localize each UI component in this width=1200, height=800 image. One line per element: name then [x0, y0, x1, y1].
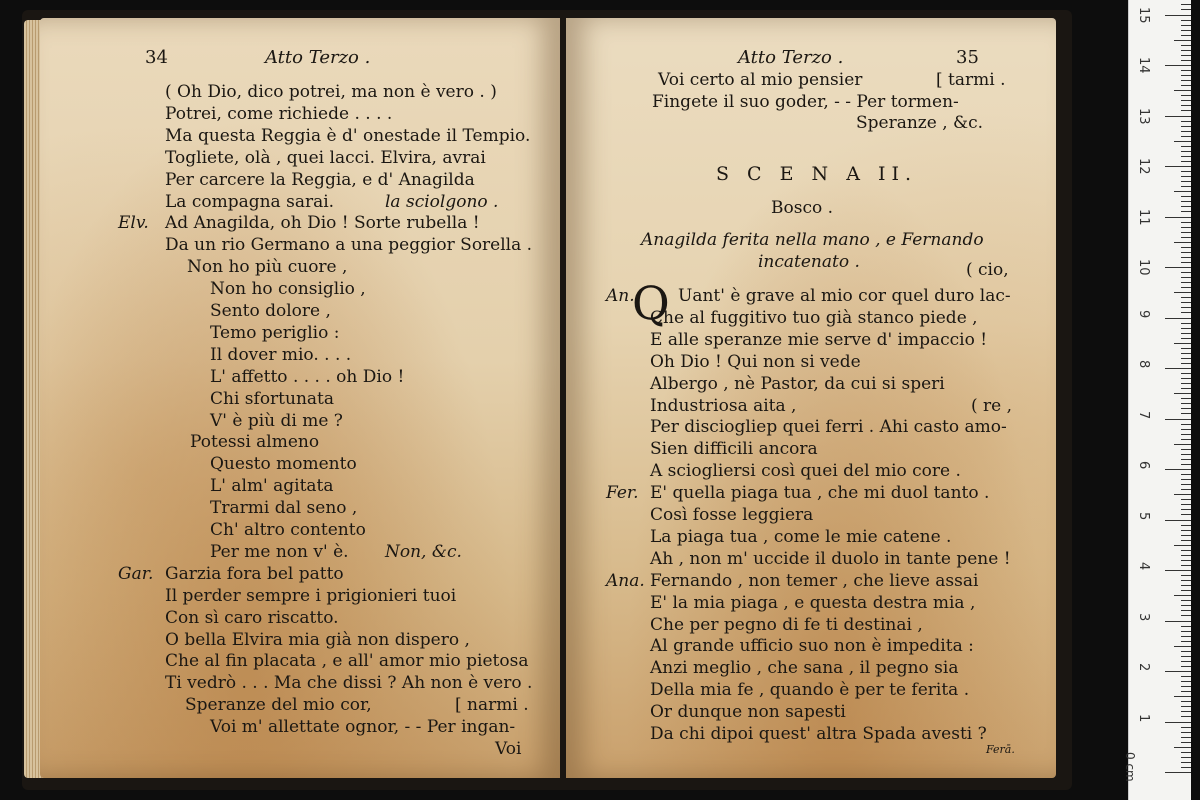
verse-line: Per disciogliер quei ferri . Ahi casto amo-: [650, 417, 1007, 438]
ruler-tick: [1181, 686, 1191, 687]
ruler-tick: [1165, 368, 1191, 369]
ruler-tick: [1181, 600, 1191, 601]
stage-direction: Non, &c.: [385, 541, 462, 562]
ruler-tick: [1174, 494, 1191, 495]
ruler-tick: [1181, 767, 1191, 768]
verse-line: L' affetto . . . . oh Dio !: [210, 366, 405, 387]
ruler-tick: [1181, 439, 1191, 440]
ruler-tick: [1181, 737, 1191, 738]
ruler-tick: [1181, 530, 1191, 531]
verse-line: Garzia fora bel patto: [165, 563, 344, 584]
ruler-tick: [1181, 459, 1191, 460]
ruler-tick: [1165, 722, 1191, 723]
verse-line: Anzi meglio , che sana , il pegno sia: [650, 658, 959, 679]
ruler-tick: [1181, 691, 1191, 692]
ruler-tick: [1181, 196, 1191, 197]
ruler-tick: [1181, 20, 1191, 21]
verse-line: Voi: [495, 739, 522, 759]
verse-line: Ad Anagilda, oh Dio ! Sorte rubella !: [165, 213, 480, 234]
ruler-tick: [1181, 181, 1191, 182]
ruler-tick: [1181, 413, 1191, 414]
ruler-tick: [1181, 732, 1191, 733]
ruler-tick: [1181, 206, 1191, 207]
ruler-number: 8: [1136, 360, 1151, 369]
ruler-tick: [1181, 424, 1191, 425]
ruler-tick: [1181, 636, 1191, 637]
ruler-tick: [1181, 353, 1191, 354]
ruler-tick: [1181, 762, 1191, 763]
ruler-tick: [1181, 30, 1191, 31]
speaker-label: Ana.: [606, 570, 645, 591]
ruler-tick: [1181, 338, 1191, 339]
ruler-tick: [1181, 121, 1191, 122]
ruler-tick: [1181, 575, 1191, 576]
verse-line: Al grande ufficio suo non è impedita :: [650, 636, 974, 657]
ruler-tick: [1181, 287, 1191, 288]
verse-line: Per carcere la Reggia, e d' Anagilda: [165, 169, 475, 190]
verse-line: Oh Dio ! Qui non si vede: [650, 351, 861, 372]
verse-line: Sien difficili ancora: [650, 439, 818, 460]
verse-line: O bella Elvira mia già non dispero ,: [165, 629, 470, 650]
ruler-tick: [1165, 671, 1191, 672]
ruler-tick: [1181, 105, 1191, 106]
ruler-tick: [1181, 272, 1191, 273]
verse-line: Per me non v' è.: [210, 541, 349, 562]
verse-line: Or dunque non sapesti: [650, 702, 846, 723]
ruler-tick: [1181, 742, 1191, 743]
ruler-tick: [1181, 257, 1191, 258]
verse-line: Da chi dipoi quest' altra Spada avesti ?: [650, 724, 987, 744]
drop-cap: Q: [632, 276, 670, 330]
ruler-tick: [1174, 141, 1191, 142]
verse-line: Chi sfortunata: [210, 388, 335, 409]
ruler-tick: [1174, 90, 1191, 91]
ruler-tick: [1181, 752, 1191, 753]
verse-line: Che al fuggitivo tuo già stanco piede ,: [650, 307, 978, 328]
ruler-number: 14: [1136, 57, 1151, 74]
speaker-label: Fer.: [606, 483, 639, 504]
ruler-tick: [1181, 75, 1191, 76]
ruler-tick: [1174, 191, 1191, 192]
ruler-tick: [1181, 706, 1191, 707]
verse-line: Fernando , non temer , che lieve assai: [650, 570, 979, 591]
ruler-tick: [1181, 590, 1191, 591]
verse-line: Non ho consiglio ,: [210, 279, 366, 300]
ruler-tick: [1181, 716, 1191, 717]
verse-line: Fingete il suo goder, - - Per tormen-: [652, 91, 959, 112]
verse-line: Voi certo al mio pensier: [658, 70, 863, 90]
ruler-tick: [1165, 65, 1191, 66]
ruler-tick: [1181, 449, 1191, 450]
ruler-tick: [1181, 247, 1191, 248]
ruler-tick: [1181, 676, 1191, 677]
ruler-tick: [1181, 126, 1191, 127]
ruler-number: 10: [1136, 259, 1151, 276]
verse-line: Che per pegno di fe ti destinai ,: [650, 614, 923, 635]
verse-line: Ah , non m' uccide il duolo in tante pene !: [650, 548, 1011, 569]
ruler-tick: [1181, 666, 1191, 667]
verse-line: Questo momento: [210, 454, 357, 475]
verse-line: Così fosse leggiera: [650, 505, 814, 525]
ruler-tick: [1181, 661, 1191, 662]
ruler-tick: [1181, 60, 1191, 61]
ruler-tick: [1181, 211, 1191, 212]
ruler-tick: [1181, 358, 1191, 359]
right-page-number: 35: [956, 47, 979, 68]
ruler-tick: [1181, 45, 1191, 46]
ruler-tick: [1165, 772, 1191, 773]
verse-line: Voi m' allettate ognor, - - Per ingan-: [210, 717, 516, 738]
ruler-tick: [1174, 646, 1191, 647]
ruler-tick: [1181, 514, 1191, 515]
verse-line: Ch' altro contento: [210, 520, 366, 540]
ruler-tick: [1181, 631, 1191, 632]
ruler-tick: [1165, 570, 1191, 571]
ruler-tick: [1181, 509, 1191, 510]
ruler-tick: [1165, 469, 1191, 470]
ruler-tick: [1181, 474, 1191, 475]
ruler-tick: [1181, 50, 1191, 51]
ruler-number: 3: [1136, 612, 1151, 621]
verse-line: A sciogliersi così quei del mio core .: [650, 461, 961, 482]
ruler-number: 4: [1136, 562, 1151, 571]
ruler-tick: [1181, 408, 1191, 409]
verse-line: Trarmi dal seno ,: [210, 498, 358, 519]
ruler-tick: [1181, 429, 1191, 430]
ruler-tick: [1181, 373, 1191, 374]
ruler-tick: [1181, 727, 1191, 728]
ruler-tick: [1181, 701, 1191, 702]
ruler-tick: [1181, 201, 1191, 202]
ruler-number: 12: [1136, 158, 1151, 175]
ruler-tick: [1174, 292, 1191, 293]
ruler-tick: [1181, 110, 1191, 111]
ruler-tick: [1181, 711, 1191, 712]
ruler-number: 9: [1136, 309, 1151, 318]
ruler-tick: [1181, 681, 1191, 682]
ruler-tick: [1181, 479, 1191, 480]
stage-direction: [ tarmi .: [936, 70, 1006, 90]
ruler-tick: [1181, 328, 1191, 329]
ruler-tick: [1181, 333, 1191, 334]
verse-line: Della mia fe , quando è per te ferita .: [650, 680, 970, 701]
speaker-label: Elv.: [118, 213, 149, 234]
verse-line: Ti vedrò . . . Ma che dissi ? Ah non è vero .: [165, 673, 533, 694]
ruler-tick: [1181, 504, 1191, 505]
verse-line: La piaga tua , come le mie catene .: [650, 526, 952, 547]
verse-line: Ma questa Reggia è d' onestade il Tempio.: [165, 125, 531, 146]
ruler-tick: [1181, 348, 1191, 349]
measuring-ruler: [1123, 0, 1191, 800]
ruler-tick: [1181, 434, 1191, 435]
ruler-tick: [1181, 237, 1191, 238]
stage-direction: ( re ,: [971, 395, 1013, 416]
ruler-tick: [1165, 15, 1191, 16]
ruler-tick: [1181, 232, 1191, 233]
turnover-fragment: ( cio,: [966, 260, 1009, 280]
ruler-tick: [1181, 383, 1191, 384]
ruler-tick: [1181, 489, 1191, 490]
ruler-tick: [1181, 156, 1191, 157]
ruler-tick: [1181, 136, 1191, 137]
verse-line: Sento dolore ,: [210, 301, 331, 321]
verse-line: Da un rio Germano a una peggior Sorella .: [165, 235, 533, 256]
ruler-tick: [1181, 222, 1191, 223]
verse-line: Potessi almeno: [190, 432, 320, 453]
ruler-number: 5: [1136, 511, 1151, 520]
left-page: [40, 18, 560, 778]
ruler-tick: [1181, 25, 1191, 26]
stage-direction: [ narmi .: [455, 695, 529, 716]
ruler-tick: [1181, 4, 1191, 5]
ruler-tick: [1181, 312, 1191, 313]
ruler-tick: [1174, 40, 1191, 41]
ruler-tick: [1174, 595, 1191, 596]
ruler-tick: [1181, 378, 1191, 379]
ruler-tick: [1181, 176, 1191, 177]
ruler-tick: [1181, 161, 1191, 162]
ruler-tick: [1181, 95, 1191, 96]
ruler-tick: [1174, 444, 1191, 445]
ruler-tick: [1181, 585, 1191, 586]
ruler-tick: [1181, 262, 1191, 263]
ruler-tick: [1181, 464, 1191, 465]
ruler-tick: [1181, 555, 1191, 556]
ruler-tick: [1181, 363, 1191, 364]
ruler-tick: [1181, 100, 1191, 101]
ruler-tick: [1181, 605, 1191, 606]
ruler-tick: [1181, 525, 1191, 526]
ruler-tick: [1165, 267, 1191, 268]
speaker-label: Gar.: [118, 563, 154, 584]
ruler-number: 15: [1136, 6, 1151, 24]
verse-line: Industriosa aita ,: [650, 395, 797, 416]
ruler-tick: [1181, 80, 1191, 81]
ruler-unit-label: 0 cm: [1123, 752, 1137, 782]
ruler-tick: [1165, 166, 1191, 167]
verse-line: Potrei, come richiede . . . .: [165, 103, 393, 124]
ruler-tick: [1174, 545, 1191, 546]
verse-line: ( Oh Dio, dico potrei, ma non è vero . ): [165, 82, 497, 102]
ruler-tick: [1181, 297, 1191, 298]
ruler-tick: [1181, 565, 1191, 566]
ruler-tick: [1165, 621, 1191, 622]
ruler-tick: [1181, 302, 1191, 303]
verse-line: L' alm' agitata: [210, 476, 334, 497]
ruler-tick: [1181, 131, 1191, 132]
scene-place: Bosco .: [771, 198, 834, 218]
ruler-tick: [1174, 747, 1191, 748]
ruler-tick: [1165, 520, 1191, 521]
right-running-header: Atto Terzo .: [738, 47, 844, 68]
verse-line: Non ho più cuore ,: [187, 257, 348, 278]
ruler-tick: [1174, 343, 1191, 344]
verse-line: Con sì caro riscatto.: [165, 607, 339, 628]
ruler-tick: [1181, 499, 1191, 500]
ruler-tick: [1181, 70, 1191, 71]
ruler-tick: [1181, 227, 1191, 228]
ruler-tick: [1181, 85, 1191, 86]
ruler-tick: [1181, 55, 1191, 56]
verse-line: La compagna sarai.: [165, 191, 335, 212]
stage-direction: la sciolgono .: [385, 191, 499, 212]
verse-line: Speranze , &c.: [856, 113, 984, 133]
ruler-tick: [1181, 656, 1191, 657]
ruler-tick: [1181, 651, 1191, 652]
verse-line: Speranze del mio cor,: [185, 695, 372, 716]
ruler-tick: [1181, 277, 1191, 278]
ruler-number: 2: [1136, 663, 1151, 672]
ruler-number: 6: [1136, 461, 1151, 470]
left-running-header: Atto Terzo .: [265, 47, 371, 68]
ruler-number: 11: [1136, 208, 1151, 226]
ruler-number: 7: [1136, 410, 1151, 419]
ruler-tick: [1181, 403, 1191, 404]
ruler-tick: [1181, 252, 1191, 253]
scene-direction-line-2: incatenato .: [758, 252, 860, 272]
ruler-tick: [1181, 626, 1191, 627]
ruler-tick: [1181, 550, 1191, 551]
verse-line: Che al fin placata , e all' amor mio pietosa: [165, 651, 529, 672]
ruler-tick: [1174, 393, 1191, 394]
ruler-tick: [1165, 116, 1191, 117]
right-page: [566, 18, 1056, 778]
verse-line: Togliete, olà , quei lacci. Elvira, avrai: [165, 147, 486, 168]
ruler-tick: [1181, 146, 1191, 147]
ruler-number: 1: [1136, 713, 1151, 722]
ruler-tick: [1181, 560, 1191, 561]
ruler-tick: [1181, 282, 1191, 283]
ruler-tick: [1181, 615, 1191, 616]
ruler-tick: [1181, 151, 1191, 152]
ruler-tick: [1174, 696, 1191, 697]
ruler-tick: [1181, 610, 1191, 611]
ruler-tick: [1181, 757, 1191, 758]
catchword: Ferā.: [986, 743, 1015, 756]
ruler-tick: [1181, 388, 1191, 389]
verse-line: Il dover mio. . . .: [210, 344, 352, 365]
ruler-tick: [1181, 641, 1191, 642]
ruler-tick: [1165, 318, 1191, 319]
ruler-tick: [1181, 9, 1191, 10]
verse-line: Il perder sempre i prigionieri tuoi: [165, 585, 457, 606]
ruler-tick: [1165, 217, 1191, 218]
verse-line: Albergo , nè Pastor, da cui si speri: [650, 373, 945, 394]
ruler-tick: [1181, 186, 1191, 187]
ruler-tick: [1181, 540, 1191, 541]
left-page-number: 34: [145, 47, 168, 68]
verse-line: E' la mia piaga , e questa destra mia ,: [650, 592, 976, 613]
ruler-tick: [1181, 535, 1191, 536]
ruler-tick: [1174, 242, 1191, 243]
verse-line: E alle speranze mie serve d' impaccio !: [650, 329, 988, 350]
ruler-number: 13: [1136, 107, 1151, 125]
ruler-tick: [1181, 484, 1191, 485]
ruler-tick: [1181, 171, 1191, 172]
ruler-tick: [1181, 398, 1191, 399]
verse-line: Uant' è grave al mio cor quel duro lac-: [678, 286, 1011, 306]
ruler-tick: [1181, 454, 1191, 455]
verse-line: E' quella piaga tua , che mi duol tanto .: [650, 483, 990, 504]
speaker-label: An.: [606, 286, 635, 306]
ruler-tick: [1181, 35, 1191, 36]
scene-direction-line-1: Anagilda ferita nella mano , e Fernando: [641, 230, 984, 250]
ruler-tick: [1181, 580, 1191, 581]
ruler-tick: [1181, 323, 1191, 324]
verse-line: V' è più di me ?: [210, 410, 343, 431]
ruler-tick: [1181, 307, 1191, 308]
ruler-tick: [1165, 419, 1191, 420]
verse-line: Temo periglio :: [210, 322, 340, 343]
scene-title: S C E N A II.: [716, 163, 918, 185]
